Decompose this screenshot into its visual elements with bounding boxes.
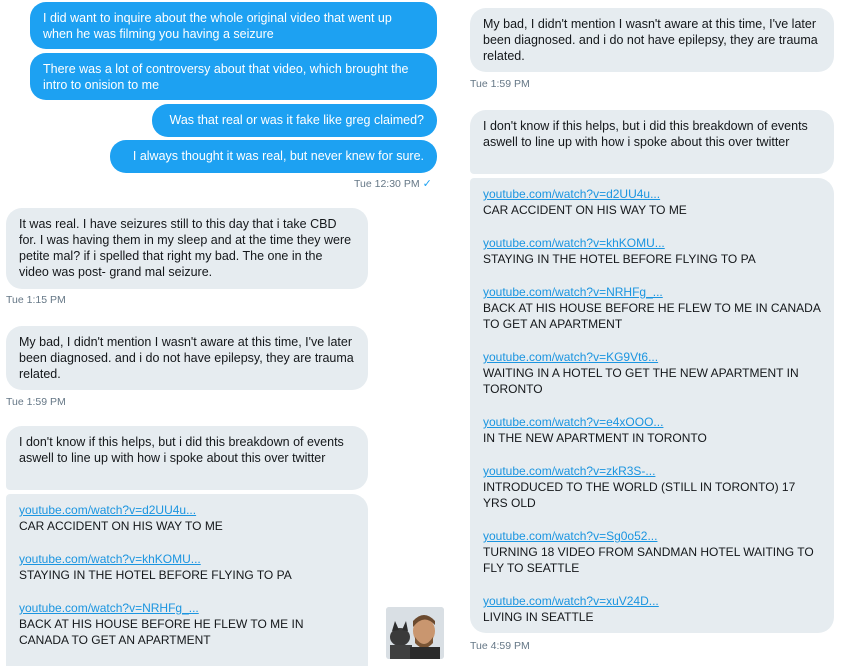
link-entry xyxy=(483,593,821,625)
link-entry xyxy=(19,502,355,534)
message-text: My bad, I didn't mention I wasn't aware at this time, I've later been diagnosed. and i do not have epilepsy, they are trauma related. xyxy=(19,335,354,381)
message-timestamp: Tue 4:59 PM xyxy=(470,640,530,652)
video-link[interactable]: youtube.com/watch?v=KG9Vt6... xyxy=(483,350,659,364)
link-entry xyxy=(483,349,821,397)
sent-message[interactable] xyxy=(152,104,437,137)
video-link[interactable]: youtube.com/watch?v=Sg0o52... xyxy=(483,529,658,543)
right-conversation-panel xyxy=(458,0,848,666)
received-message[interactable] xyxy=(470,110,834,174)
message-text: I don't know if this helps, but i did this breakdown of events aswell to line up with how i spoke about this over twitter xyxy=(19,435,344,465)
links-message xyxy=(6,494,368,666)
video-description: BACK AT HIS HOUSE BEFORE HE FLEW TO ME IN CANADA TO GET AN APARTMENT xyxy=(19,617,304,647)
received-message[interactable] xyxy=(6,326,368,390)
video-link[interactable]: youtube.com/watch?v=khKOMU... xyxy=(19,552,201,566)
video-link[interactable]: youtube.com/watch?v=khKOMU... xyxy=(483,236,665,250)
message-text: I did want to inquire about the whole original video that went up when he was filming you having a seizure xyxy=(43,11,392,41)
message-text: Was that real or was it fake like greg claimed? xyxy=(169,113,424,127)
link-entry xyxy=(483,284,821,332)
received-message[interactable] xyxy=(6,426,368,490)
link-entry xyxy=(483,528,821,576)
message-text: I always thought it was real, but never knew for sure. xyxy=(132,149,424,163)
link-entry xyxy=(483,186,821,218)
sent-message[interactable] xyxy=(30,2,437,49)
video-link[interactable]: youtube.com/watch?v=NRHFg_... xyxy=(483,285,663,299)
video-description: CAR ACCIDENT ON HIS WAY TO ME xyxy=(19,519,223,533)
message-timestamp: Tue 1:15 PM xyxy=(6,294,66,306)
video-link[interactable]: youtube.com/watch?v=e4xOOO... xyxy=(483,415,664,429)
video-link[interactable]: youtube.com/watch?v=NRHFg_... xyxy=(19,601,199,615)
video-link[interactable]: youtube.com/watch?v=xuV24D... xyxy=(483,594,659,608)
link-entry xyxy=(483,463,821,511)
received-message[interactable] xyxy=(6,208,368,289)
video-description: LIVING IN SEATTLE xyxy=(483,610,594,624)
received-message[interactable] xyxy=(470,8,834,72)
message-timestamp: Tue 1:59 PM xyxy=(470,78,530,90)
message-text: There was a lot of controversy about that video, which brought the intro to onision to me xyxy=(43,62,409,92)
video-description: STAYING IN THE HOTEL BEFORE FLYING TO PA xyxy=(483,252,756,266)
sent-message[interactable] xyxy=(110,140,437,173)
video-description: BACK AT HIS HOUSE BEFORE HE FLEW TO ME IN CANADA TO GET AN APARTMENT xyxy=(483,301,821,331)
link-entry xyxy=(483,414,821,446)
video-description: TURNING 18 VIDEO FROM SANDMAN HOTEL WAITING TO FLY TO SEATTLE xyxy=(483,545,814,575)
links-message xyxy=(470,178,834,633)
webcam-avatar xyxy=(386,607,444,659)
video-link[interactable]: youtube.com/watch?v=zkR3S-... xyxy=(483,464,656,478)
video-description: INTRODUCED TO THE WORLD (STILL IN TORONTO) 17 YRS OLD xyxy=(483,480,796,510)
message-text: I don't know if this helps, but i did this breakdown of events aswell to line up with how i spoke about this over twitter xyxy=(483,119,808,149)
message-text: It was real. I have seizures still to this day that i take CBD for. I was having them in my sleep and at the time they were petite mal? if i spelled that right my bad. The one in the video was post- grand mal seizure. xyxy=(19,217,352,279)
message-text: My bad, I didn't mention I wasn't aware at this time, I've later been diagnosed. and i do not have epilepsy, they are trauma related. xyxy=(483,17,818,63)
video-description: WAITING IN A HOTEL TO GET THE NEW APARTMENT IN TORONTO xyxy=(483,366,799,396)
link-entry xyxy=(483,235,821,267)
link-entry xyxy=(19,551,355,583)
video-link[interactable]: youtube.com/watch?v=d2UU4u... xyxy=(19,503,197,517)
sent-message[interactable] xyxy=(30,53,437,100)
link-entry xyxy=(19,600,355,648)
video-description: CAR ACCIDENT ON HIS WAY TO ME xyxy=(483,203,687,217)
message-timestamp: Tue 1:59 PM xyxy=(6,396,66,408)
video-description: IN THE NEW APARTMENT IN TORONTO xyxy=(483,431,707,445)
checkmark-icon: ✓ xyxy=(422,178,432,190)
sent-timestamp: Tue 12:30 PM ✓ xyxy=(354,178,432,190)
video-link[interactable]: youtube.com/watch?v=d2UU4u... xyxy=(483,187,661,201)
video-description: STAYING IN THE HOTEL BEFORE FLYING TO PA xyxy=(19,568,292,582)
